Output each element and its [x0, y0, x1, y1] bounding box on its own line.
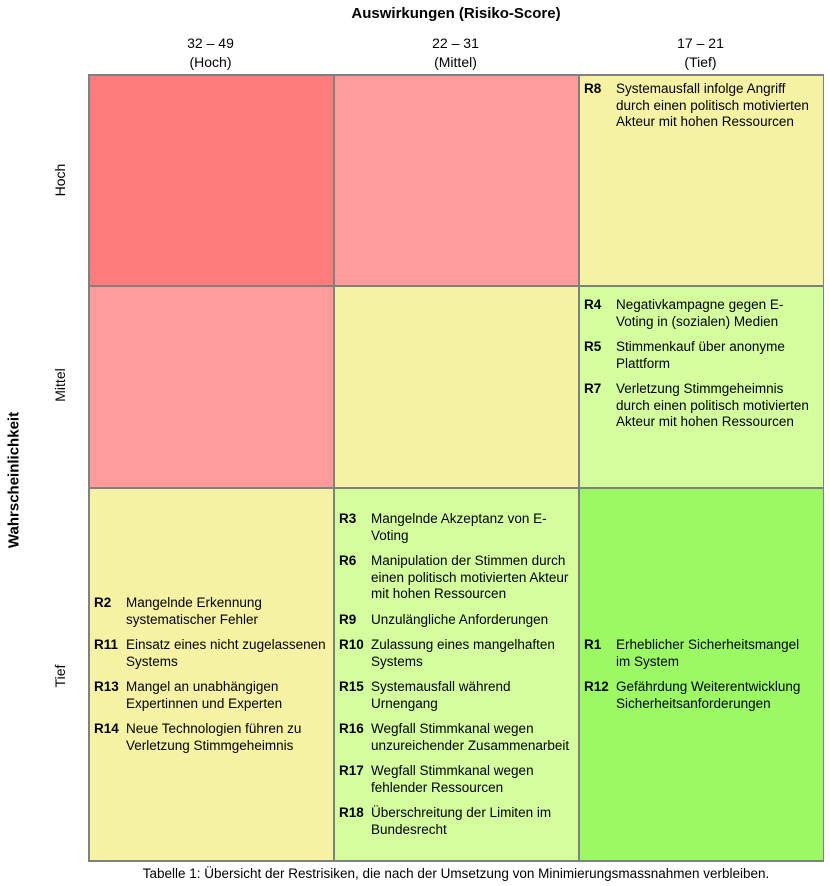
risk-item-r6	[339, 553, 572, 603]
cell-mittel-tief	[579, 286, 824, 488]
column-range: 32 – 49	[187, 35, 234, 51]
risk-id: R17	[339, 763, 364, 778]
risk-text: Wegfall Stimmkanal wegen fehlender Ressourcen	[371, 763, 534, 795]
risk-id: R4	[584, 297, 602, 312]
column-range: 22 – 31	[432, 35, 479, 51]
risk-text: Mangelnde Akzeptanz von E-Voting	[371, 511, 547, 543]
row-label-text: Mittel	[52, 368, 68, 402]
risk-item-r15	[339, 679, 572, 712]
cell-tief-tief	[579, 488, 824, 861]
risk-text: Erheblicher Sicherheitsmangel im System	[616, 637, 800, 669]
cell-mittel-hoch	[89, 286, 334, 488]
risk-item-r16	[339, 721, 572, 754]
risk-item-r9	[339, 612, 572, 629]
risk-item-r4	[584, 297, 817, 330]
risk-text: Mangel an unabhängigen Expertinnen und Experten	[126, 679, 283, 711]
risk-text: Einsatz eines nicht zugelassenen Systems	[126, 637, 326, 669]
risk-id: R10	[339, 637, 364, 652]
risk-text: Negativkampagne gegen E-Voting in (sozialen) Medien	[616, 297, 784, 329]
risk-item-r11	[94, 637, 327, 670]
risk-text: Manipulation der Stimmen durch einen politisch motivierten Akteur mit hohen Ressourcen	[371, 553, 569, 601]
risk-item-r3	[339, 511, 572, 544]
column-header-hoch	[88, 34, 333, 72]
risk-id: R3	[339, 511, 357, 526]
column-header-mittel	[333, 34, 578, 72]
table-caption: Tabelle 1: Übersicht der Restrisiken, die nach der Umsetzung von Minimierungsmassnahmen verbleiben.	[142, 866, 770, 881]
risk-id: R6	[339, 553, 357, 568]
column-label: (Hoch)	[189, 54, 232, 70]
cell-tief-mittel	[334, 488, 579, 861]
risk-id: R16	[339, 721, 364, 736]
cell-mittel-mittel	[334, 286, 579, 488]
row-label-text: Hoch	[52, 163, 68, 197]
column-label: (Tief)	[684, 54, 717, 70]
risk-matrix	[88, 74, 824, 862]
risk-text: Überschreitung der Limiten im Bundesrecht	[371, 805, 552, 837]
row-label-text: Tief	[52, 664, 68, 688]
y-axis-title-text: Wahrscheinlichkeit	[5, 411, 23, 549]
cell-hoch-hoch	[89, 75, 334, 286]
risk-text: Systemausfall infolge Angriff durch einen politisch motivierten Akteur mit hohen Ressourcen	[616, 81, 809, 129]
risk-id: R2	[94, 595, 112, 610]
risk-id: R18	[339, 805, 364, 820]
risk-item-r7	[584, 381, 817, 431]
risk-item-r18	[339, 805, 572, 838]
cell-tief-hoch	[89, 488, 334, 861]
risk-item-r14	[94, 721, 327, 754]
risk-text: Gefährdung Weiterentwicklung Sicherheitsanforderungen	[616, 679, 801, 711]
risk-id: R7	[584, 381, 602, 396]
risk-id: R8	[584, 81, 602, 96]
risk-item-r8	[584, 81, 817, 131]
risk-id: R13	[94, 679, 119, 694]
column-header-tief	[578, 34, 823, 72]
risk-item-r13	[94, 679, 327, 712]
risk-item-r5	[584, 339, 817, 372]
risk-text: Neue Technologien führen zu Verletzung Stimmgeheimnis	[126, 721, 302, 753]
risk-item-r10	[339, 637, 572, 670]
risk-id: R11	[94, 637, 119, 652]
risk-id: R1	[584, 637, 602, 652]
risk-item-r2	[94, 595, 327, 628]
row-label-hoch	[50, 163, 70, 197]
risk-item-r12	[584, 679, 817, 712]
y-axis-title	[4, 411, 24, 549]
risk-text: Stimmenkauf über anonyme Plattform	[616, 339, 785, 371]
column-range: 17 – 21	[677, 35, 724, 51]
row-label-mittel	[50, 368, 70, 402]
risk-id: R12	[584, 679, 609, 694]
risk-text: Verletzung Stimmgeheimnis durch einen politisch motivierten Akteur mit hohen Ressourcen	[616, 381, 809, 429]
cell-hoch-mittel	[334, 75, 579, 286]
risk-item-r1	[584, 637, 817, 670]
risk-id: R14	[94, 721, 119, 736]
row-label-tief	[50, 666, 70, 686]
risk-id: R15	[339, 679, 364, 694]
x-axis-title: Auswirkungen (Risiko-Score)	[351, 5, 561, 22]
column-label: (Mittel)	[434, 54, 477, 70]
risk-item-r17	[339, 763, 572, 796]
risk-text: Mangelnde Erkennung systematischer Fehler	[126, 595, 262, 627]
risk-text: Unzulängliche Anforderungen	[371, 611, 549, 627]
risk-text: Systemausfall während Urnengang	[371, 679, 511, 711]
risk-id: R5	[584, 339, 602, 354]
risk-id: R9	[339, 611, 357, 627]
risk-text: Wegfall Stimmkanal wegen unzureichender Zusammenarbeit	[371, 721, 570, 753]
risk-text: Zulassung eines mangelhaften Systems	[371, 637, 555, 669]
cell-hoch-tief	[579, 75, 824, 286]
